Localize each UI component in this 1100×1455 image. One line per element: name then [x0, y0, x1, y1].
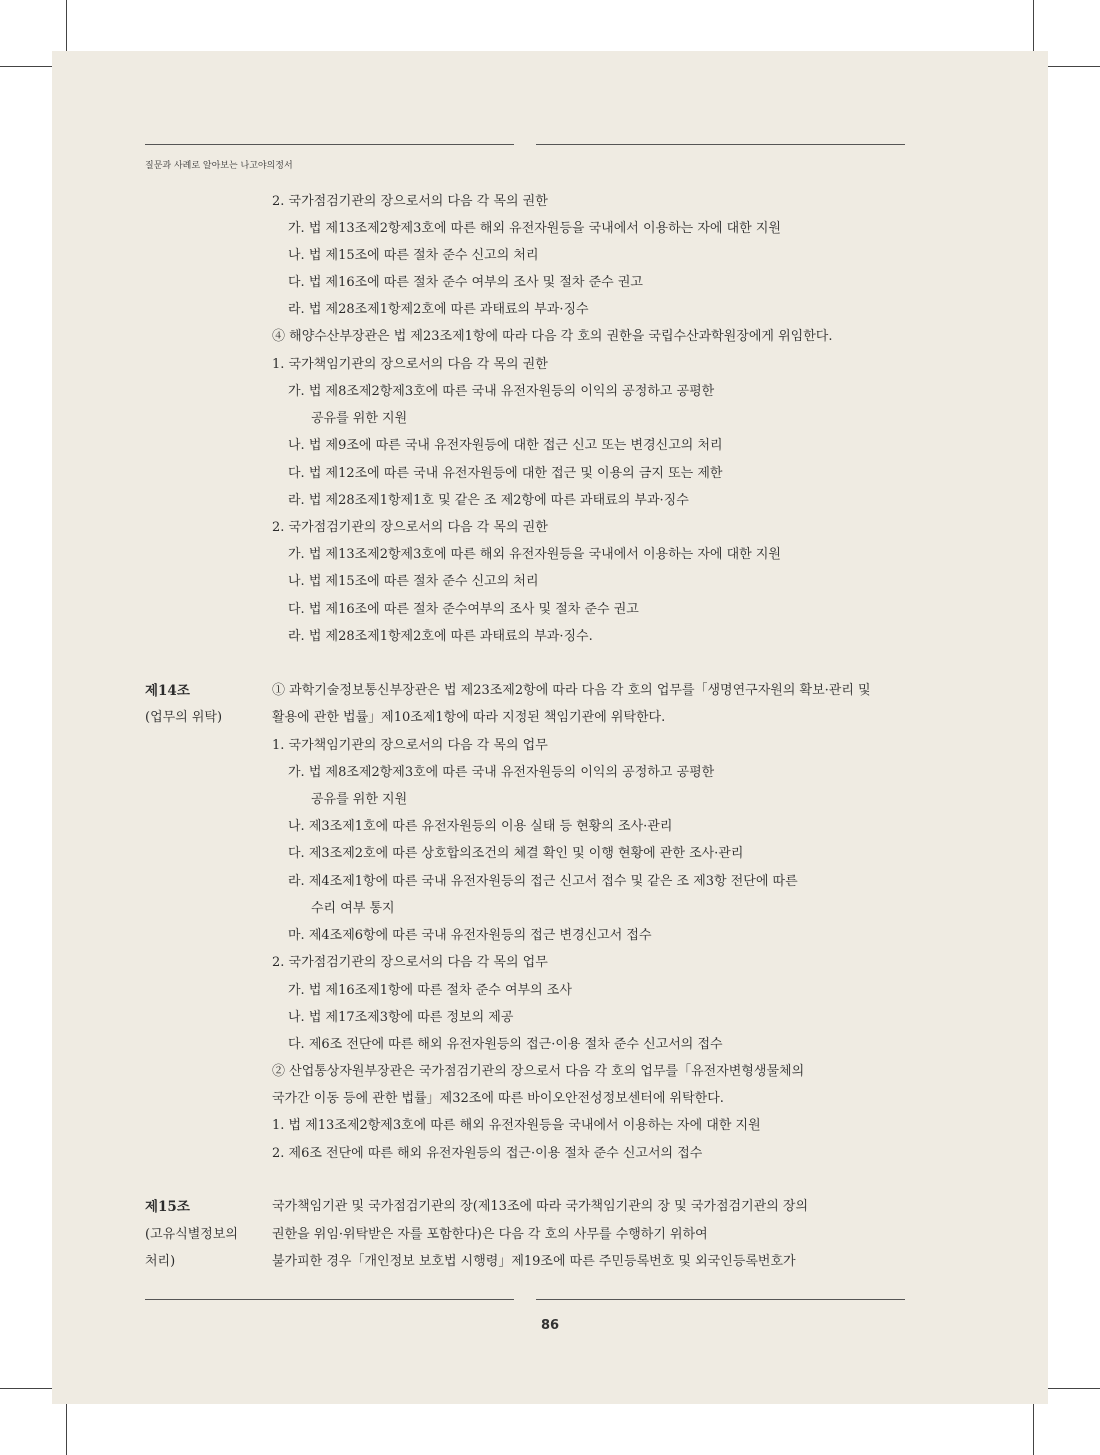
text-line: 라. 법 제28조제1항제2호에 따른 과태료의 부과·징수. — [288, 629, 593, 644]
text-line: 다. 법 제16조에 따른 절차 준수여부의 조사 및 절차 준수 권고 — [288, 602, 639, 617]
text-line: 가. 법 제13조제2항제3호에 따른 해외 유전자원등을 국내에서 이용하는 자에 대한 지원 — [288, 547, 781, 562]
article-title: (고유식별정보의 — [145, 1227, 238, 1242]
text-line: 나. 법 제15조에 따른 절차 준수 신고의 처리 — [288, 248, 539, 263]
text-line: 공유를 위한 지원 — [311, 792, 408, 807]
crop-mark — [1033, 1404, 1034, 1455]
crop-mark — [66, 0, 67, 51]
page-number: 86 — [540, 1318, 560, 1333]
text-line: 2. 제6조 전단에 따른 해외 유전자원등의 접근·이용 절차 준수 신고서의 접수 — [272, 1146, 703, 1161]
header-rule-right — [536, 144, 905, 145]
text-line: 다. 제3조제2호에 따른 상호합의조건의 체결 확인 및 이행 현황에 관한 조사·관리 — [288, 846, 744, 861]
crop-mark — [1048, 66, 1100, 67]
text-line: 수리 여부 통지 — [311, 901, 395, 916]
text-line: 가. 법 제13조제2항제3호에 따른 해외 유전자원등을 국내에서 이용하는 자에 대한 지원 — [288, 221, 781, 236]
article-title: (업무의 위탁) — [145, 710, 223, 725]
text-line: 마. 제4조제6항에 따른 국내 유전자원등의 접근 변경신고서 접수 — [288, 928, 652, 943]
text-line: 다. 법 제12조에 따른 국내 유전자원등에 대한 접근 및 이용의 금지 또는 제한 — [288, 466, 723, 481]
text-line: 권한을 위임·위탁받은 자를 포함한다)은 다음 각 호의 사무를 수행하기 위하여 — [272, 1227, 708, 1242]
crop-mark — [1048, 1388, 1100, 1389]
crop-mark — [0, 66, 52, 67]
text-line: 나. 법 제17조제3항에 따른 정보의 제공 — [288, 1010, 514, 1025]
text-line: 불가피한 경우「개인정보 보호법 시행령」제19조에 따른 주민등록번호 및 외국인등록번호가 — [272, 1254, 796, 1269]
text-line: 활용에 관한 법률」제10조제1항에 따라 지정된 책임기관에 위탁한다. — [272, 710, 666, 725]
article-number: 제15조 — [145, 1199, 190, 1215]
text-line: 2. 국가점검기관의 장으로서의 다음 각 목의 권한 — [272, 194, 548, 209]
text-line: 국가간 이동 등에 관한 법률」제32조에 따른 바이오안전성정보센터에 위탁한다. — [272, 1091, 724, 1106]
running-head: 질문과 사례로 알아보는 나고야의정서 — [145, 161, 293, 171]
text-line: ① 과학기술정보통신부장관은 법 제23조제2항에 따라 다음 각 호의 업무를「생명연구자원의 확보·관리 및 — [272, 683, 871, 698]
text-line: ④ 해양수산부장관은 법 제23조제1항에 따라 다음 각 호의 권한을 국립수산과학원장에게 위임한다. — [272, 329, 833, 344]
text-line: 1. 국가책임기관의 장으로서의 다음 각 목의 업무 — [272, 738, 548, 753]
text-line: 2. 국가점검기관의 장으로서의 다음 각 목의 권한 — [272, 520, 548, 535]
crop-mark — [0, 1388, 52, 1389]
text-line: 국가책임기관 및 국가점검기관의 장(제13조에 따라 국가책임기관의 장 및 국가점검기관의 장의 — [272, 1199, 809, 1214]
text-line: 라. 법 제28조제1항제2호에 따른 과태료의 부과·징수 — [288, 302, 589, 317]
text-line: 나. 법 제15조에 따른 절차 준수 신고의 처리 — [288, 574, 539, 589]
footer-rule-left — [145, 1299, 514, 1300]
text-line: 공유를 위한 지원 — [311, 411, 408, 426]
article-title: 처리) — [145, 1254, 176, 1269]
text-line: 라. 법 제28조제1항제1호 및 같은 조 제2항에 따른 과태료의 부과·징수 — [288, 493, 689, 508]
crop-mark — [1033, 0, 1034, 51]
text-line: 1. 국가책임기관의 장으로서의 다음 각 목의 권한 — [272, 357, 548, 372]
text-line: 나. 제3조제1호에 따른 유전자원등의 이용 실태 등 현황의 조사·관리 — [288, 819, 673, 834]
text-line: 다. 제6조 전단에 따른 해외 유전자원등의 접근·이용 절차 준수 신고서의 접수 — [288, 1037, 723, 1052]
text-line: ② 산업통상자원부장관은 국가점검기관의 장으로서 다음 각 호의 업무를「유전자변형생물체의 — [272, 1064, 805, 1079]
text-line: 1. 법 제13조제2항제3호에 따른 해외 유전자원등을 국내에서 이용하는 자에 대한 지원 — [272, 1118, 761, 1133]
document-page — [52, 51, 1048, 1404]
footer-rule-right — [536, 1299, 905, 1300]
crop-mark — [66, 1404, 67, 1455]
text-line: 라. 제4조제1항에 따른 국내 유전자원등의 접근 신고서 접수 및 같은 조 제3항 전단에 따른 — [288, 874, 798, 889]
text-line: 가. 법 제8조제2항제3호에 따른 국내 유전자원등의 이익의 공정하고 공평한 — [288, 765, 715, 780]
text-line: 나. 법 제9조에 따른 국내 유전자원등에 대한 접근 신고 또는 변경신고의 처리 — [288, 438, 723, 453]
text-line: 가. 법 제16조제1항에 따른 절차 준수 여부의 조사 — [288, 983, 572, 998]
text-line: 다. 법 제16조에 따른 절차 준수 여부의 조사 및 절차 준수 권고 — [288, 275, 643, 290]
article-number: 제14조 — [145, 683, 190, 699]
text-line: 2. 국가점검기관의 장으로서의 다음 각 목의 업무 — [272, 955, 548, 970]
header-rule-left — [145, 144, 514, 145]
text-line: 가. 법 제8조제2항제3호에 따른 국내 유전자원등의 이익의 공정하고 공평한 — [288, 384, 715, 399]
